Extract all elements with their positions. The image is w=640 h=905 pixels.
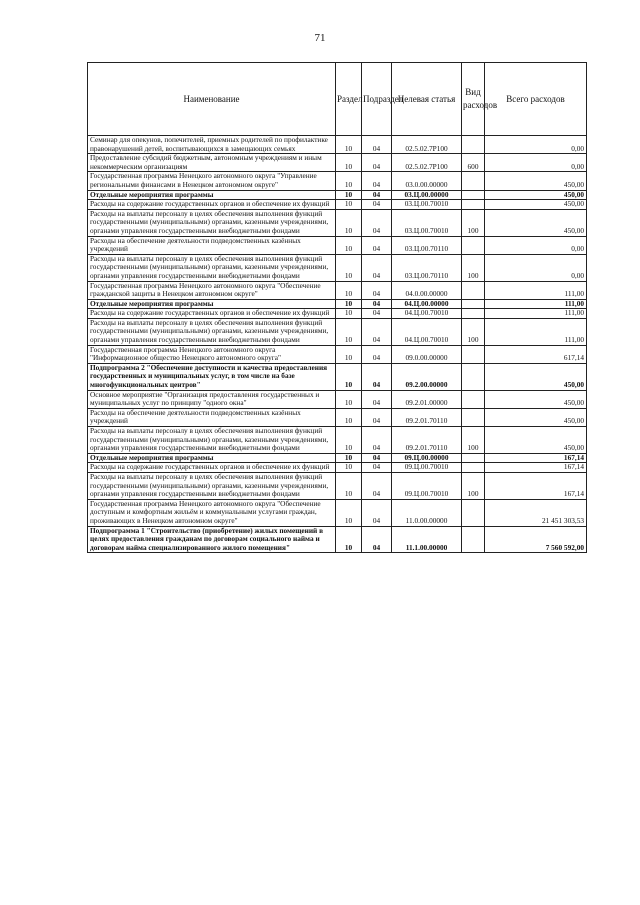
row-total: 617,14 xyxy=(485,345,587,363)
row-section: 10 xyxy=(336,318,362,345)
header-subsection: Подраздел xyxy=(362,63,392,136)
table-row xyxy=(88,200,587,210)
row-subsection: 04 xyxy=(362,209,392,236)
row-total: 450,00 xyxy=(485,427,587,454)
row-expense-type xyxy=(462,299,485,309)
row-section: 10 xyxy=(336,299,362,309)
row-expense-type: 600 xyxy=(462,154,485,172)
table-row xyxy=(88,363,587,390)
row-name: Расходы на содержание государственных органов и обеспечение их функций xyxy=(88,309,336,319)
table-row xyxy=(88,390,587,408)
row-expense-type xyxy=(462,526,485,553)
row-total: 0,00 xyxy=(485,154,587,172)
table-header-row xyxy=(88,63,587,136)
row-subsection: 04 xyxy=(362,453,392,463)
row-section: 10 xyxy=(336,209,362,236)
row-section: 10 xyxy=(336,463,362,473)
table-row xyxy=(88,209,587,236)
row-name: Расходы на выплаты персоналу в целях обеспечения выполнения функций государственными (муниципальными) органами, казенными учреждениями, органами управления государственными внебюджетными фондами xyxy=(88,472,336,499)
row-name: Расходы на выплаты персоналу в целях обеспечения выполнения функций государственными (муниципальными) органами, казенными учреждениями, органами управления государственными внебюджетными фондами xyxy=(88,427,336,454)
row-name: Основное мероприятие "Организация предоставления государственных и муниципальных услуг по принципу "одного окна" xyxy=(88,390,336,408)
row-expense-type xyxy=(462,463,485,473)
row-expense-type xyxy=(462,499,485,526)
table-row xyxy=(88,309,587,319)
row-name: Расходы на выплаты персоналу в целях обеспечения выполнения функций государственными (муниципальными) органами, казенными учреждениями, органами управления государственными внебюджетными фондами xyxy=(88,318,336,345)
row-total: 450,00 xyxy=(485,200,587,210)
row-section: 10 xyxy=(336,363,362,390)
row-subsection: 04 xyxy=(362,136,392,154)
row-expense-type xyxy=(462,281,485,299)
table-row xyxy=(88,318,587,345)
row-target: 09.0.00.00000 xyxy=(392,345,462,363)
row-expense-type xyxy=(462,190,485,200)
row-subsection: 04 xyxy=(362,463,392,473)
table-row xyxy=(88,408,587,426)
row-subsection: 04 xyxy=(362,390,392,408)
row-subsection: 04 xyxy=(362,345,392,363)
table-row xyxy=(88,172,587,190)
row-total: 450,00 xyxy=(485,390,587,408)
table-row xyxy=(88,499,587,526)
row-subsection: 04 xyxy=(362,309,392,319)
row-section: 10 xyxy=(336,236,362,254)
row-total: 0,00 xyxy=(485,236,587,254)
row-target: 11.0.00.00000 xyxy=(392,499,462,526)
row-section: 10 xyxy=(336,200,362,210)
row-subsection: 04 xyxy=(362,472,392,499)
row-total: 167,14 xyxy=(485,453,587,463)
row-target: 09.2.00.00000 xyxy=(392,363,462,390)
row-name: Расходы на содержание государственных органов и обеспечение их функций xyxy=(88,200,336,210)
row-target: 03.Ц.00.00000 xyxy=(392,190,462,200)
row-expense-type xyxy=(462,309,485,319)
row-expense-type xyxy=(462,390,485,408)
row-name: Государственная программа Ненецкого автономного округа "Информационное общество Ненецкого автономного округа" xyxy=(88,345,336,363)
row-subsection: 04 xyxy=(362,526,392,553)
row-expense-type xyxy=(462,345,485,363)
row-target: 09.2.01.00000 xyxy=(392,390,462,408)
header-total: Всего расходов xyxy=(485,63,587,136)
table-row xyxy=(88,427,587,454)
row-subsection: 04 xyxy=(362,154,392,172)
row-section: 10 xyxy=(336,136,362,154)
row-expense-type xyxy=(462,200,485,210)
row-target: 09.Ц.00.70010 xyxy=(392,463,462,473)
row-name: Расходы на выплаты персоналу в целях обеспечения выполнения функций государственными (муниципальными) органами, казенными учреждениями, органами управления государственными внебюджетными фондами xyxy=(88,209,336,236)
row-total: 111,00 xyxy=(485,299,587,309)
row-subsection: 04 xyxy=(362,200,392,210)
row-expense-type: 100 xyxy=(462,318,485,345)
row-section: 10 xyxy=(336,281,362,299)
row-target: 04.0.00.00000 xyxy=(392,281,462,299)
row-section: 10 xyxy=(336,254,362,281)
row-target: 02.5.02.7Р100 xyxy=(392,136,462,154)
row-name: Отдельные мероприятия программы xyxy=(88,453,336,463)
row-name: Отдельные мероприятия программы xyxy=(88,190,336,200)
row-name: Предоставление субсидий бюджетным, автономным учреждениям и иным некоммерческим организациям xyxy=(88,154,336,172)
row-target: 09.Ц.00.00000 xyxy=(392,453,462,463)
row-total: 0,00 xyxy=(485,254,587,281)
row-section: 10 xyxy=(336,390,362,408)
row-name: Отдельные мероприятия программы xyxy=(88,299,336,309)
row-subsection: 04 xyxy=(362,363,392,390)
row-expense-type xyxy=(462,236,485,254)
table-row xyxy=(88,136,587,154)
row-subsection: 04 xyxy=(362,236,392,254)
row-expense-type: 100 xyxy=(462,427,485,454)
row-subsection: 04 xyxy=(362,427,392,454)
row-total: 450,00 xyxy=(485,172,587,190)
header-name: Наименование xyxy=(88,63,336,136)
row-subsection: 04 xyxy=(362,299,392,309)
row-total: 450,00 xyxy=(485,408,587,426)
row-subsection: 04 xyxy=(362,254,392,281)
header-target: Целевая статья xyxy=(392,63,462,136)
row-total: 450,00 xyxy=(485,363,587,390)
row-total: 7 560 592,00 xyxy=(485,526,587,553)
row-expense-type: 100 xyxy=(462,472,485,499)
row-total: 111,00 xyxy=(485,318,587,345)
row-name: Расходы на обеспечение деятельности подведомственных казённых учреждений xyxy=(88,236,336,254)
row-expense-type xyxy=(462,363,485,390)
row-name: Расходы на содержание государственных органов и обеспечение их функций xyxy=(88,463,336,473)
row-section: 10 xyxy=(336,427,362,454)
table-row xyxy=(88,345,587,363)
row-name: Подпрограмма 2 "Обеспечение доступности и качества предоставления государственных и муниципальных услуг, в том числе на базе многофункциональных центров" xyxy=(88,363,336,390)
row-section: 10 xyxy=(336,190,362,200)
row-total: 21 451 303,53 xyxy=(485,499,587,526)
row-total: 111,00 xyxy=(485,309,587,319)
row-expense-type xyxy=(462,136,485,154)
row-section: 10 xyxy=(336,453,362,463)
table-row xyxy=(88,236,587,254)
row-name: Семинар для опекунов, попечителей, приемных родителей по профилактике правонарушений детей, воспитывающихся в замещающих семьях xyxy=(88,136,336,154)
table-row xyxy=(88,281,587,299)
row-name: Подпрограмма 1 "Строительство (приобретение) жилых помещений в целях предоставления гражданам по договорам социального найма и договорам найма специализированного жилого помещения" xyxy=(88,526,336,553)
row-total: 0,00 xyxy=(485,136,587,154)
row-total: 167,14 xyxy=(485,472,587,499)
table-row xyxy=(88,154,587,172)
row-expense-type xyxy=(462,172,485,190)
row-expense-type: 100 xyxy=(462,254,485,281)
row-target: 11.1.00.00000 xyxy=(392,526,462,553)
row-target: 04.Ц.00.70010 xyxy=(392,318,462,345)
row-name: Государственная программа Ненецкого автономного округа "Управление региональными финансами в Ненецком автономном округе" xyxy=(88,172,336,190)
row-section: 10 xyxy=(336,408,362,426)
row-section: 10 xyxy=(336,472,362,499)
row-name: Государственная программа Ненецкого автономного округа "Обеспечение доступным и комфортным жильём и коммунальными услугами граждан, проживающих в Ненецком автономном округе" xyxy=(88,499,336,526)
row-section: 10 xyxy=(336,345,362,363)
row-section: 10 xyxy=(336,154,362,172)
row-target: 04.Ц.00.00000 xyxy=(392,299,462,309)
row-subsection: 04 xyxy=(362,408,392,426)
row-target: 03.Ц.00.70010 xyxy=(392,200,462,210)
table-row xyxy=(88,526,587,553)
row-target: 09.Ц.00.70010 xyxy=(392,472,462,499)
row-target: 09.2.01.70110 xyxy=(392,427,462,454)
row-target: 03.Ц.00.70110 xyxy=(392,254,462,281)
row-name: Расходы на обеспечение деятельности подведомственных казённых учреждений xyxy=(88,408,336,426)
table-row xyxy=(88,472,587,499)
row-total: 167,14 xyxy=(485,463,587,473)
table-row xyxy=(88,254,587,281)
row-section: 10 xyxy=(336,172,362,190)
page-number: 71 xyxy=(314,32,326,44)
row-subsection: 04 xyxy=(362,499,392,526)
row-expense-type: 100 xyxy=(462,209,485,236)
row-total: 111,00 xyxy=(485,281,587,299)
budget-table xyxy=(87,62,587,553)
row-target: 03.Ц.00.70110 xyxy=(392,236,462,254)
row-expense-type xyxy=(462,453,485,463)
row-subsection: 04 xyxy=(362,190,392,200)
row-subsection: 04 xyxy=(362,318,392,345)
row-name: Расходы на выплаты персоналу в целях обеспечения выполнения функций государственными (муниципальными) органами, казенными учреждениями, органами управления государственными внебюджетными фондами xyxy=(88,254,336,281)
row-total: 450,00 xyxy=(485,209,587,236)
row-subsection: 04 xyxy=(362,281,392,299)
row-section: 10 xyxy=(336,499,362,526)
row-section: 10 xyxy=(336,309,362,319)
row-target: 03.Ц.00.70010 xyxy=(392,209,462,236)
row-name: Государственная программа Ненецкого автономного округа "Обеспечение гражданской защиты в Ненецком автономном округе" xyxy=(88,281,336,299)
header-expense-type: Вид расходов xyxy=(462,63,485,136)
row-subsection: 04 xyxy=(362,172,392,190)
row-target: 09.2.01.70110 xyxy=(392,408,462,426)
row-target: 04.Ц.00.70010 xyxy=(392,309,462,319)
row-section: 10 xyxy=(336,526,362,553)
header-section: Раздел xyxy=(336,63,362,136)
row-expense-type xyxy=(462,408,485,426)
row-total: 450,00 xyxy=(485,190,587,200)
row-target: 03.0.00.00000 xyxy=(392,172,462,190)
row-target: 02.5.02.7Р100 xyxy=(392,154,462,172)
